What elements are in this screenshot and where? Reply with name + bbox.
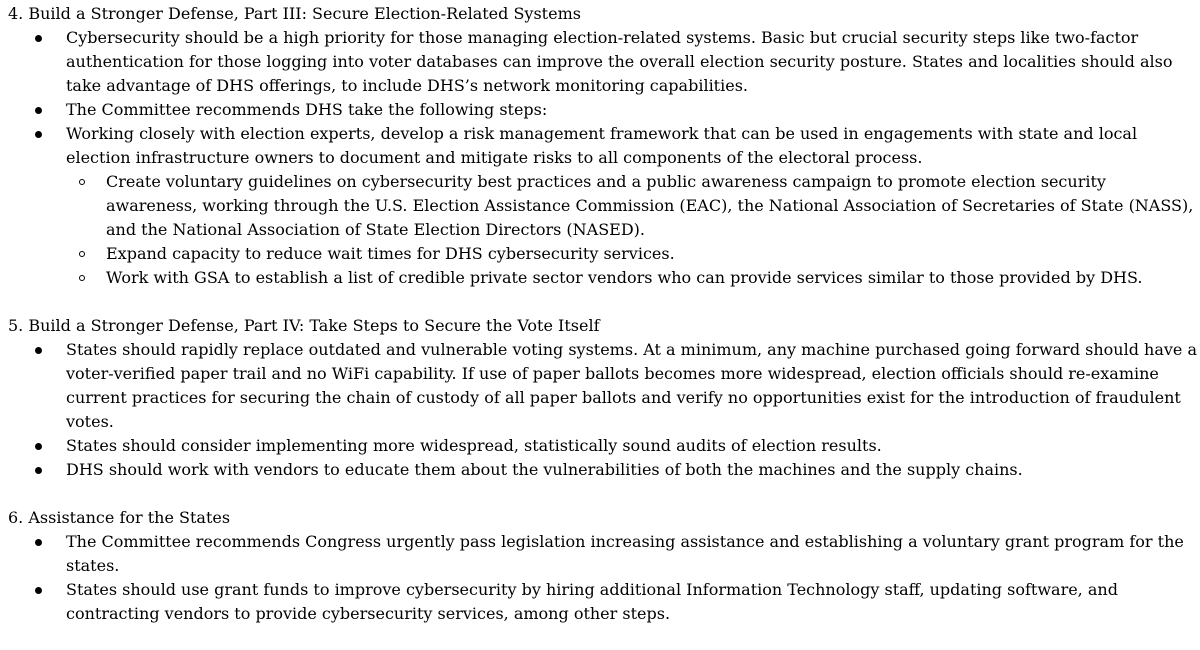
- bullet-text: The Committee recommends DHS take the following steps:: [66, 100, 548, 119]
- bullet-list: [8, 26, 1200, 170]
- bullet-text: States should use grant funds to improve cybersecurity by hiring additional Information Technology staff, updating software, and contracting vendors to provide cybersecurity services, among other steps.: [66, 580, 1118, 623]
- bullet-text: Cybersecurity should be a high priority for those managing election-related systems. Basic but crucial security steps like two-factor authentication for those logging into voter databases can improve the overall election security posture. States and localities should also take advantage of DHS offerings, to include DHS’s network monitoring capabilities.: [66, 28, 1173, 95]
- sub-bullet-text: Expand capacity to reduce wait times for DHS cybersecurity services.: [106, 244, 675, 263]
- list-item: [8, 26, 1200, 98]
- list-item: [8, 122, 1200, 170]
- list-item: [8, 578, 1200, 626]
- bullet-text: States should rapidly replace outdated and vulnerable voting systems. At a minimum, any machine purchased going forward should have a voter-verified paper trail and no WiFi capability. If use of paper ballots becomes more widespread, election officials should re-examine current practices for securing the chain of custody of all paper ballots and verify no opportunities exist for the introduction of fraudulent votes.: [66, 340, 1198, 431]
- sub-bullet-text: Work with GSA to establish a list of credible private sector vendors who can provide services similar to those provided by DHS.: [106, 268, 1143, 287]
- bullet-list: [8, 530, 1200, 626]
- sub-list-item: [8, 242, 1200, 266]
- bullet-text: States should consider implementing more widespread, statistically sound audits of election results.: [66, 436, 882, 455]
- bullet-text: The Committee recommends Congress urgently pass legislation increasing assistance and establishing a voluntary grant program for the states.: [66, 532, 1184, 575]
- list-item: [8, 458, 1200, 482]
- section-title: 4. Build a Stronger Defense, Part III: Secure Election-Related Systems: [8, 4, 581, 23]
- section-4: [8, 0, 1200, 290]
- bullet-text: Working closely with election experts, develop a risk management framework that can be used in engagements with state and local election infrastructure owners to document and mitigate risks to all components of the electoral process.: [66, 124, 1138, 167]
- list-item: [8, 98, 1200, 122]
- list-item: [8, 530, 1200, 578]
- sub-bullet-list: [8, 170, 1200, 290]
- sub-bullet-text: Create voluntary guidelines on cybersecurity best practices and a public awareness campaign to promote election security awareness, working through the U.S. Election Assistance Commission (EAC), the National Association of Secretaries of State (NASS), and the National Association of State Election Directors (NASED).: [106, 172, 1194, 239]
- section-title: 5. Build a Stronger Defense, Part IV: Take Steps to Secure the Vote Itself: [8, 316, 600, 335]
- section-5: [8, 290, 1200, 482]
- bullet-text: DHS should work with vendors to educate them about the vulnerabilities of both the machines and the supply chains.: [66, 460, 1023, 479]
- sub-list-item: [8, 170, 1200, 242]
- list-item: [8, 338, 1200, 434]
- section-title: 6. Assistance for the States: [8, 508, 231, 527]
- list-item: [8, 434, 1200, 458]
- section-6: [8, 482, 1200, 626]
- bullet-list: [8, 338, 1200, 482]
- sub-list-item: [8, 266, 1200, 290]
